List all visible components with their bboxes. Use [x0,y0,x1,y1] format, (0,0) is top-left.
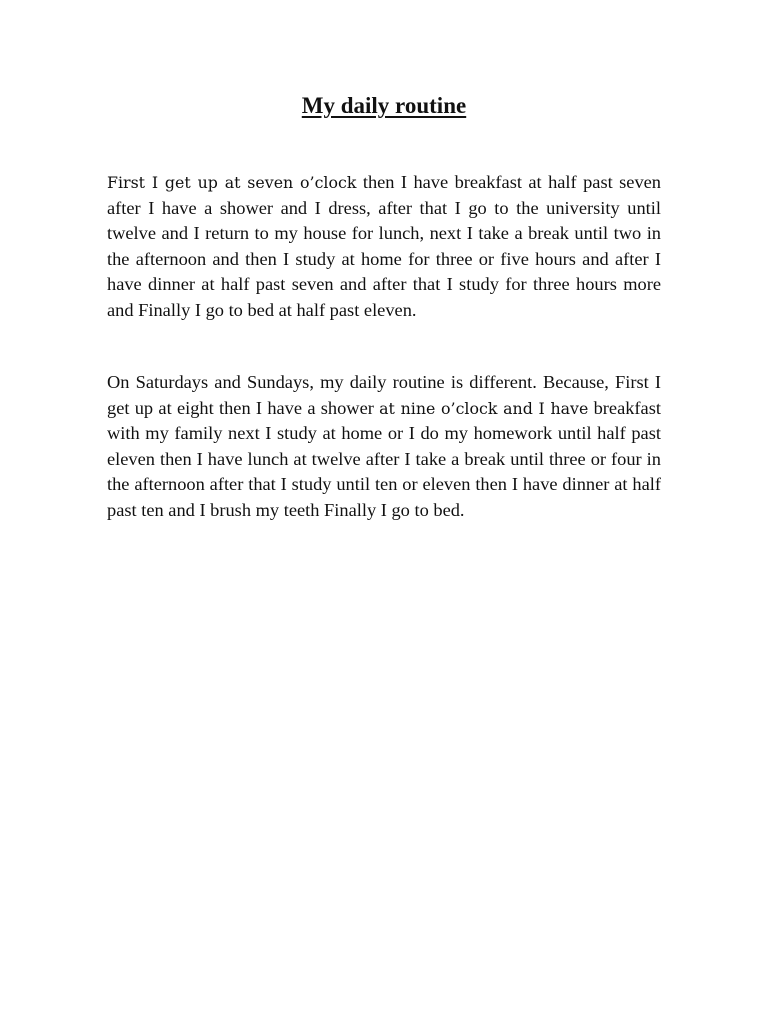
page-title: My daily routine [301,93,467,118]
paragraph-weekday-text: then I have breakfast at half past seven after I have a shower and I dress, after that I go to the university until twelve and I return to my house for lunch, next I take a break until two in the afternoon and then I study at home for three or five hours and after I have dinner at half past seven and after that I study for three hours more and Finally I go to bed at half past eleven. [107,172,661,320]
paragraph-weekend [107,370,661,524]
paragraph-weekday [107,170,661,324]
paragraph-weekend-highlight: at nine o’clock and I have [379,398,589,418]
paragraph-weekend-text-start: On Saturdays and Sundays, my daily routine is different. Because, First I get up at eight then I have a shower [107,372,661,418]
paragraph-weekend-text-end: breakfast with my family next I study at home or I do my homework until half past eleven then I have lunch at twelve after I take a break until three or four in the afternoon after that I study until ten or eleven then I have dinner at half past ten and I brush my teeth Finally I go to bed. [107,397,661,520]
paragraph-weekday-lead: First I get up at seven o’clock [107,173,357,192]
